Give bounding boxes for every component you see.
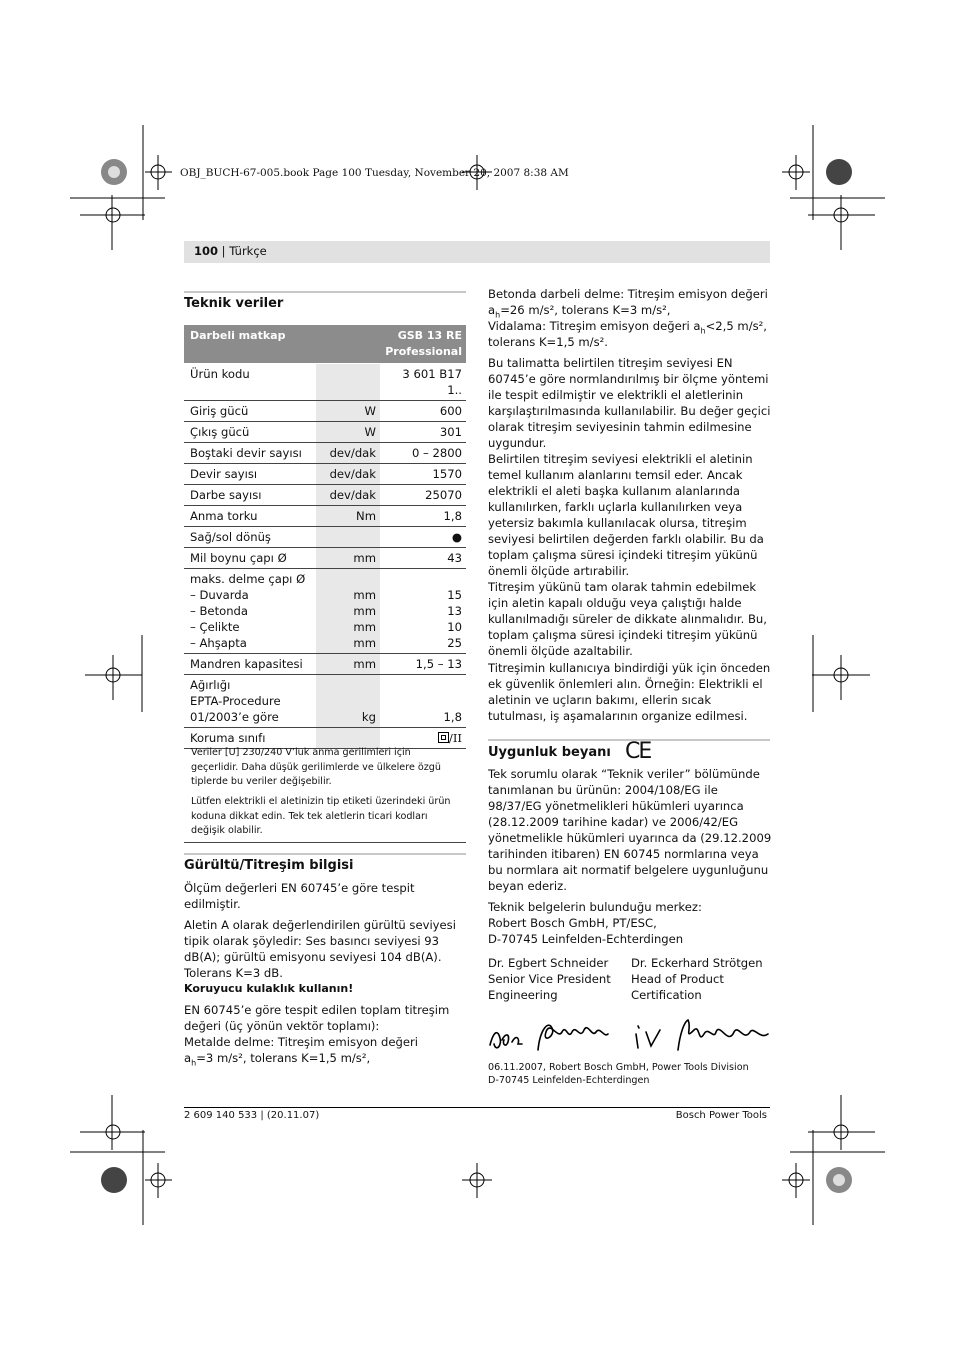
metal-values-line [184,1050,468,1071]
row-unit: W [316,422,380,443]
drill-item: – Betonda [190,604,249,618]
noise-p1: Ölçüm değerleri EN 60745’e göre tespit edilmiştir. [184,881,415,911]
screw-line: Vidalama: Titreşim emisyon değeri [488,319,690,333]
signatory-role: Head of Product [631,972,724,986]
spec-note-voltage: Veriler [U] 230/240 V’luk anma gerilimleri için geçerlidir. Daha düşük gerilimlerde ve ülkelere özgü tiplerde bu veriler değişebilir. [191,747,441,787]
a-subscript: h [495,310,501,320]
footer-right: Bosch Power Tools [675,1110,767,1121]
row-label: Darbe sayısı [184,485,316,506]
signatory-2 [631,955,763,1003]
drill-unit: mm [353,636,376,650]
info-p2: Belirtilen titreşim seviyesi elektrikli el aletinin temel kullanım alanlarını temsil eder. Ancak elektrikli el aleti başka kullanım alanlarında kullanılırken, farklı uçlarla kullanılırken veya yetersiz bakımla kullanılacak olursa, titreşim seviyesi belirtilen değerden farklı olabilir. Bu da toplam çalışma süresi içindeki titreşim yükünü önemli ölçüde artırabilir. [488,452,764,578]
tech-docs-line: D-70745 Leinfelden-Echterdingen [488,932,684,946]
a-symbol: a [184,1051,192,1065]
table-row [184,654,466,675]
drill-unit: mm [353,588,376,602]
info-p4: Titreşimin kullanıcıya bindirdiği yük için önceden ek güvenlik önlemleri alın. Örneğin: Elektrikli el aletinin ve uçların bakımı, ellerin sıcak tutulması, iş aşamalarının organize edilmesi. [488,661,771,723]
table-row [184,675,466,728]
noise-title: Gürültü/Titreşim bilgisi [184,858,354,873]
row-unit: Nm [316,506,380,527]
row-label: Boştaki devir sayısı [184,443,316,464]
weight-line: Ağırlığı [190,678,231,692]
weight-line: EPTA-Procedure [190,694,281,708]
signatory-role: Certification [631,988,702,1002]
row-unit: dev/dak [316,485,380,506]
footer-left: 2 609 140 533 | (20.11.07) [184,1110,320,1121]
signatory-name: Dr. Eckerhard Strötgen [631,956,763,970]
signature-icon [488,1010,772,1060]
table-row [184,364,466,401]
row-value: 43 [380,548,466,569]
print-header: OBJ_BUCH-67-005.book Page 100 Tuesday, November 20, 2007 8:38 AM [180,167,569,179]
row-label: Anma torku [184,506,316,527]
row-value: 1,8 [380,506,466,527]
model-name: GSB 13 RE [397,329,462,342]
drill-title: maks. delme çapı Ø [190,572,306,586]
row-label: Sağ/sol dönüş [184,527,316,548]
signatures-image [488,1010,772,1060]
a-subscript: h [191,1058,197,1068]
model-series: Professional [385,345,462,358]
drill-unit: mm [353,620,376,634]
specs-table [184,325,466,749]
screw-tolerance: tolerans K=1,5 m/s². [488,335,608,349]
row-unit [316,364,380,401]
row-unit: dev/dak [316,464,380,485]
signatory-name: Dr. Egbert Schneider [488,956,609,970]
section-rule [184,291,466,293]
specs-table-head [184,325,466,364]
footer-rule [184,1107,770,1108]
table-row [184,527,466,548]
a-subscript: h [700,326,706,336]
a-symbol: a [693,319,701,333]
metal-values: =3 m/s², tolerans K=1,5 m/s², [196,1051,371,1065]
row-label: Ürün kodu [184,364,316,401]
table-end-rule [184,842,466,843]
specs-head-label: Darbeli matkap [184,325,316,364]
drill-value: 15 [447,588,462,602]
row-value: 0 – 2800 [380,443,466,464]
drill-units [316,569,380,654]
specs-title: Teknik veriler [184,296,284,311]
conformity-p1: Tek sorumlu olarak “Teknik veriler” bölümünde tanımlanan bu ürünün: 2004/108/EG ile 98/37/EG yönetmelikleri hükümleri uyarınca (28.12.2009 tarihine kadar) ve 2006/42/EG yönetmelikle hükümleri uyarınca da (29.12.2009 tarihinden itibaren) EN 60745 normlarına veya bu normlara ait normatif belgelere uygunluğunu beyan ederiz. [488,767,772,893]
address-line: D-70745 Leinfelden-Echterdingen [488,1074,650,1086]
row-label: Mandren kapasitesi [184,654,316,675]
page-number: 100 [194,244,219,258]
row-value: 1570 [380,464,466,485]
row-unit: W [316,401,380,422]
row-label: Koruma sınıfı [184,728,316,749]
page-language: Türkçe [229,244,267,258]
info-p1: Bu talimatta belirtilen titreşim seviyesi EN 60745’e göre normlandırılmış bir ölçme yöntemi ile tespit edilmiştir ve elektrikli el aletlerinin karşılaştırılmasında kullanılabilir. Bu değer geçici olarak titreşim seviyesinin tahmin edilmesine uygundur. [488,356,771,450]
info-p3: Titreşim yükünü tam olarak tahmin edebilmek için aletin kapalı olduğu veya çalıştığı halde kullanılmadığı süreler de dikkate alınmalıdır. Bu, toplam çalışma süresi içindeki titreşim yükünü önemli ölçüde azaltabilir. [488,580,767,658]
row-unit: mm [316,548,380,569]
protection-value: /II [448,731,462,745]
reversing-dot: ● [380,527,466,548]
row-value: 25070 [380,485,466,506]
conformity-p2 [488,899,772,947]
section-rule [184,853,466,855]
page-header [194,244,267,258]
drill-value: 25 [447,636,462,650]
table-row [184,506,466,527]
a-symbol: a [488,303,496,317]
date-location-line: 06.11.2007, Robert Bosch GmbH, Power Tools Division [488,1062,749,1073]
noise-warning: Koruyucu kulaklık kullanın! [184,982,354,995]
concrete-values: =26 m/s², tolerans K=3 m/s², [500,303,671,317]
double-insulation-icon [438,732,449,743]
page-header-bar [184,241,770,263]
row-label: Devir sayısı [184,464,316,485]
weight-label [184,675,316,728]
weight-line: 01/2003’e göre [190,710,279,724]
table-row [184,569,466,654]
signatory-role: Engineering [488,988,558,1002]
drill-unit: mm [353,604,376,618]
table-row [184,401,466,422]
signatory-1 [488,955,611,1003]
row-value: 1,5 – 13 [380,654,466,675]
row-unit: mm [316,654,380,675]
table-row [184,422,466,443]
row-value: 1,8 [380,675,466,728]
noise-p3: EN 60745’e göre tespit edilen toplam titreşim değeri (üç yönün vektör toplamı): [184,1003,450,1033]
metal-line: Metalde delme: Titreşim emisyon değeri [184,1035,418,1049]
drill-values [380,569,466,654]
drill-item: – Çelikte [190,620,240,634]
table-row [184,464,466,485]
spec-note-code: Lütfen elektrikli el aletinizin tip etiketi üzerindeki ürün koduna dikkat edin. Tek tek aletlerin ticari kodları değişik olabilir. [191,796,451,836]
table-row [184,485,466,506]
drill-value: 13 [447,604,462,618]
row-label: Mil boynu çapı Ø [184,548,316,569]
row-value: 600 [380,401,466,422]
noise-p2: Aletin A olarak değerlendirilen gürültü seviyesi tipik olarak şöyledir: Ses basıncı seviyesi 93 dB(A); gürültü emisyonu seviyesi 104 dB(A). Tolerans K=3 dB. [184,918,456,980]
row-value: 3 601 B17 1.. [380,364,466,401]
table-row [184,548,466,569]
tech-docs-line: Teknik belgelerin bulunduğu merkez: [488,900,702,914]
header-separator: | [218,244,230,258]
drill-value: 10 [447,620,462,634]
concrete-line: Betonda darbeli delme: Titreşim emisyon değeri [488,287,768,301]
drill-item: – Ahşapta [190,636,247,650]
conformity-title: Uygunluk beyanı [488,745,611,760]
conformity-footer [488,1062,749,1087]
signatory-role: Senior Vice President [488,972,611,986]
row-unit [316,527,380,548]
row-label: Giriş gücü [184,401,316,422]
row-unit: dev/dak [316,443,380,464]
specs-head-model [316,325,466,364]
tech-docs-line: Robert Bosch GmbH, PT/ESC, [488,916,657,930]
drill-labels [184,569,316,654]
drill-item: – Duvarda [190,588,249,602]
row-value: 301 [380,422,466,443]
screw-values: <2,5 m/s², [705,319,767,333]
ce-mark-icon: CE [625,739,651,764]
row-unit: kg [316,675,380,728]
row-label: Çıkış gücü [184,422,316,443]
table-row [184,443,466,464]
